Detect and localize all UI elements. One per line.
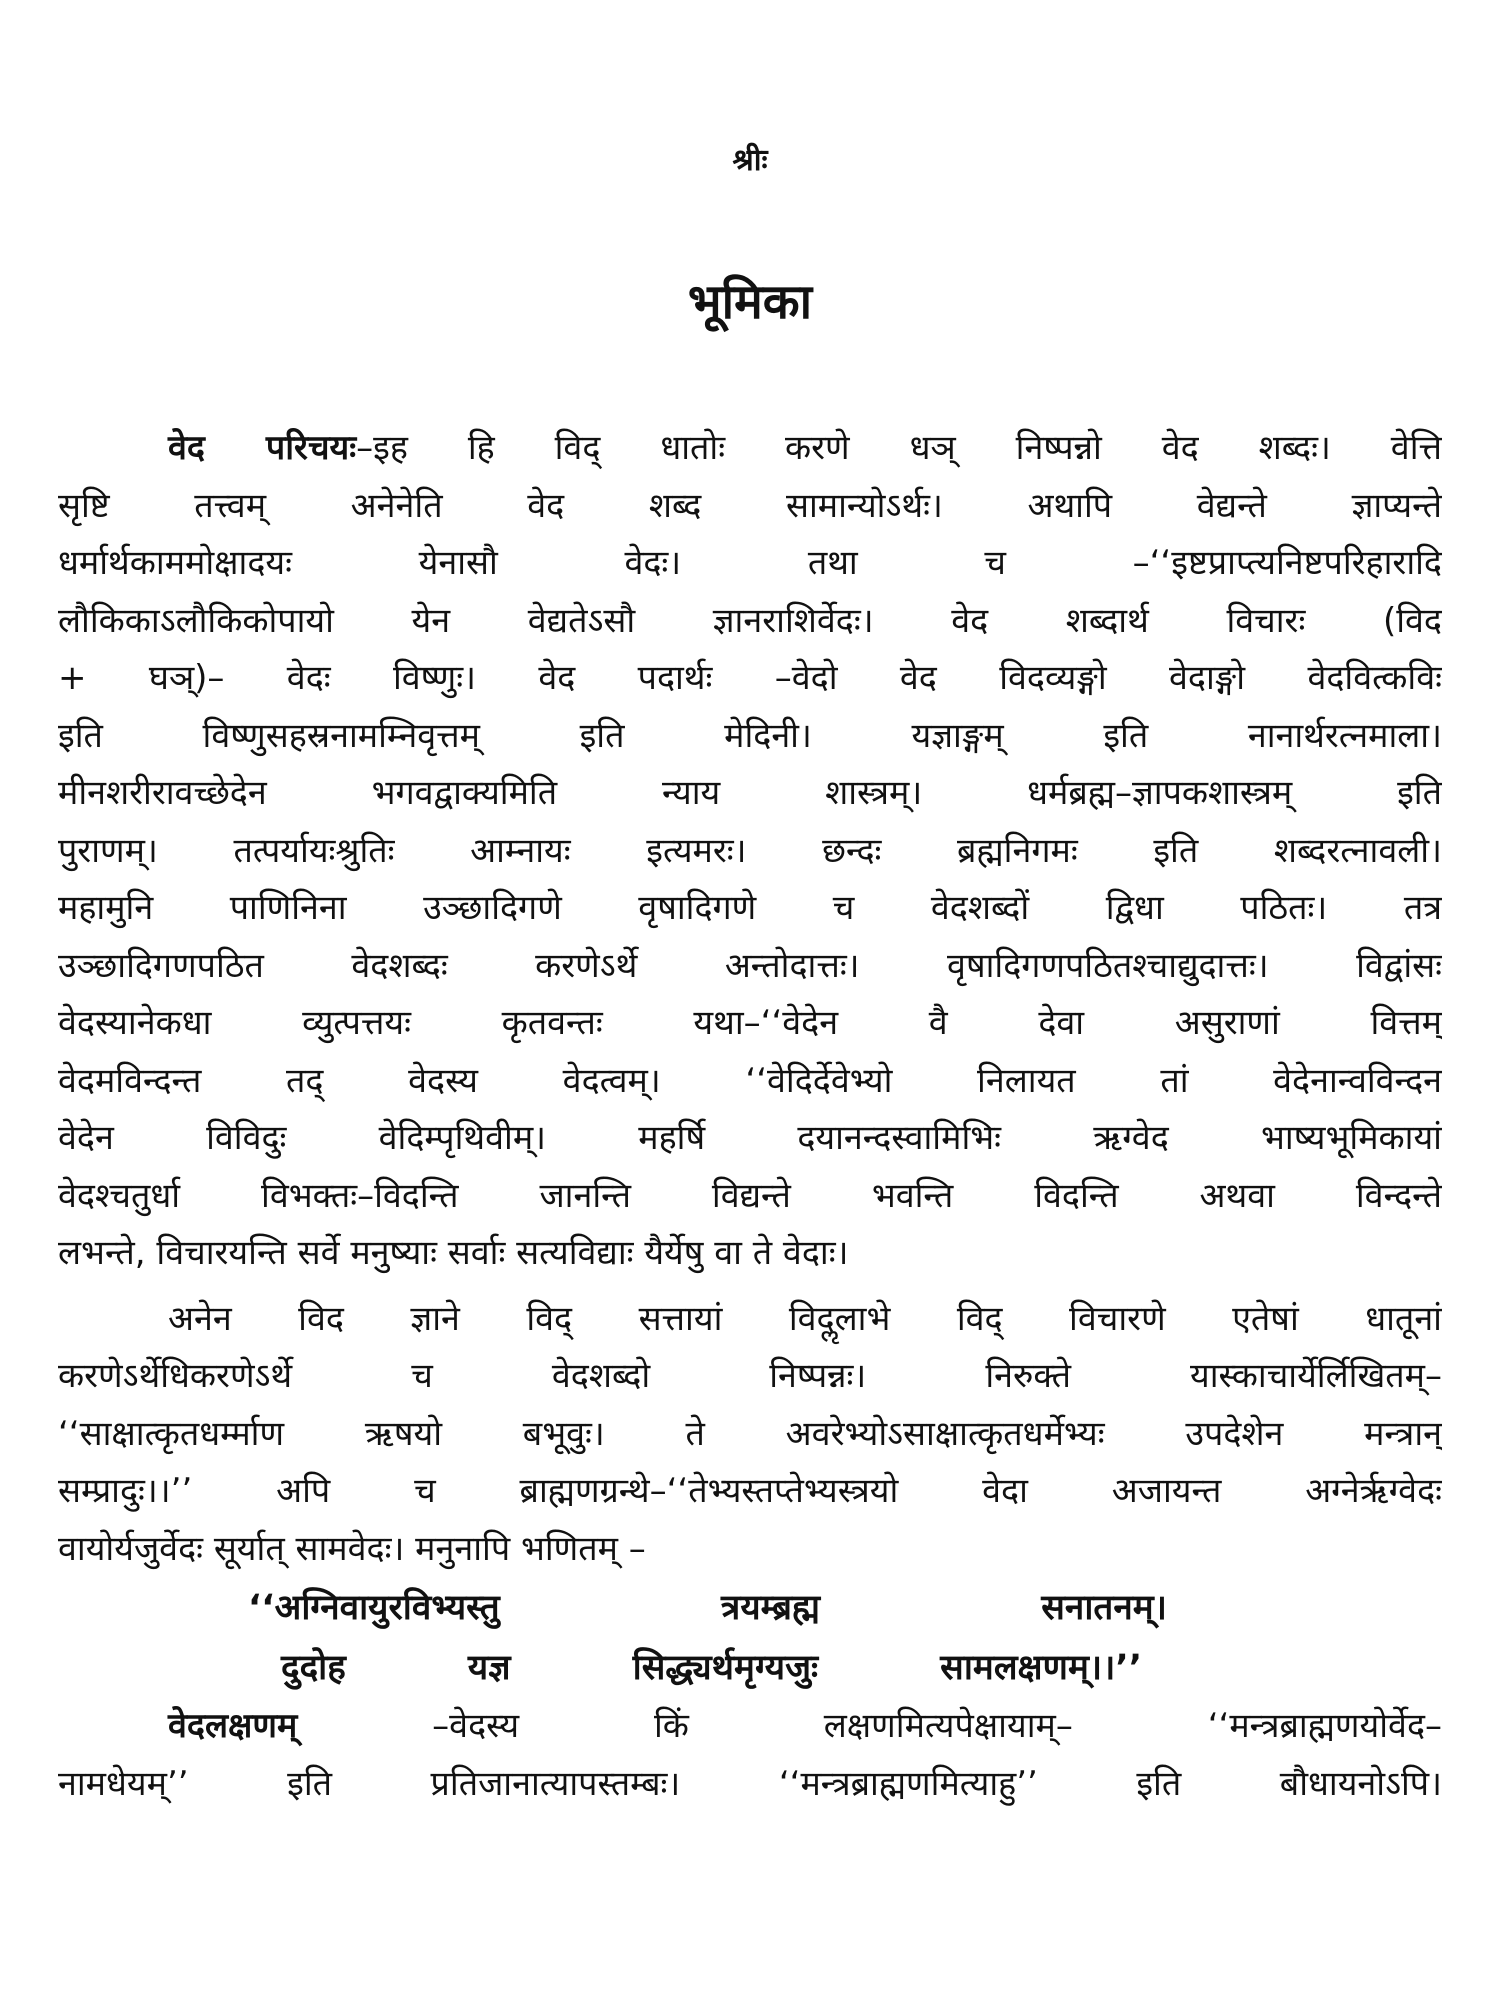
para1-line: वेदेन विविदुः वेदिम्पृथिवीम्। महर्षि दयानन्दस्वामिभिः ऋग्वेद भाष्यभूमिकायां xyxy=(58,1118,1442,1158)
para1-line: वेदस्यानेकधा व्युत्पत्तयः कृतवन्तः यथा–‘‘वेदेन वै देवा असुराणां वित्तम् xyxy=(58,1003,1442,1043)
para1-line: लौकिकाऽलौकिकोपायो येन वेद्यतेऽसौ ज्ञानराशिर्वेदः। वेद शब्दार्थ विचारः (विद xyxy=(58,600,1442,641)
verse-line-2: दुदोह यज्ञ सिद्ध्यर्थमृग्यजुः सामलक्षणम्।।’’ xyxy=(281,1648,1142,1688)
para1-line: वेदश्चतुर्धा विभक्तः–विदन्ति जानन्ति विद्यन्ते भवन्ति विदन्ति अथवा विन्दन्ते xyxy=(58,1175,1442,1216)
para1-line: लभन्ते, विचारयन्ति सर्वे मनुष्याः सर्वाः सत्यविद्याः यैर्येषु वा ते वेदाः। xyxy=(58,1233,849,1273)
para3-line-1-text: –वेदस्य किं लक्षणमित्यपेक्षायाम्– ‘‘मन्त्रब्राह्मणयोर्वेद– xyxy=(297,1706,1442,1746)
para1-line-1-text: –इह हि विद् धातोः करणे धञ् निष्पन्नो वेद शब्दः। वेत्ति xyxy=(356,428,1442,468)
para1-line: सृष्टि तत्त्वम् अनेनेति वेद शब्द सामान्योऽर्थः। अथापि वेद्यन्ते ज्ञाप्यन्ते xyxy=(58,485,1442,526)
para1-line: वेदमविन्दन्त तद् वेदस्य वेदत्वम्। ‘‘वेदिर्देवेभ्यो निलायत तां वेदेनान्वविन्दन xyxy=(58,1060,1442,1101)
para1-line: धर्मार्थकाममोक्षादयः येनासौ वेदः। तथा च –‘‘इष्टप्राप्त्यनिष्टपरिहारादि xyxy=(58,543,1442,583)
para2-line: करणेऽर्थेधिकरणेऽर्थे च वेदशब्दो निष्पन्नः। निरुक्ते यास्काचार्येर्लिखितम्– xyxy=(58,1356,1442,1396)
para1-heading: वेद परिचयः xyxy=(168,428,357,468)
body-text xyxy=(58,420,1442,1813)
para2-line: सम्प्रादुः।।’’ अपि च ब्राह्मणग्रन्थे–‘‘तेभ्यस्तप्तेभ्यस्त्रयो वेदा अजायन्त अग्नेर्ऋग्वेदः xyxy=(58,1471,1442,1511)
paragraph-gap xyxy=(58,1283,1442,1291)
page-title: भूमिका xyxy=(687,274,813,330)
para2-line: वायोर्यजुर्वेदः सूर्यात् सामवेदः। मनुनापि भणितम् – xyxy=(58,1528,646,1569)
para3-line: नामधेयम्’’ इति प्रतिजानात्यापस्तम्बः। ‘‘मन्त्रब्राह्मणमित्याहु’’ इति बौधायनोऽपि। xyxy=(58,1763,1442,1804)
para1-line: इति विष्णुसहस्रनामम्निवृत्तम् इति मेदिनी। यज्ञाङ्गम् इति नानार्थरत्नमाला। xyxy=(58,715,1442,756)
para1-line-1 xyxy=(58,420,1442,478)
para3-line-1 xyxy=(58,1698,1442,1756)
para1-line: पुराणम्। तत्पर्यायःश्रुतिः आम्नायः इत्यमरः। छन्दः ब्रह्मनिगमः इति शब्दरत्नावली। xyxy=(58,830,1442,871)
para2-line: ‘‘साक्षात्कृतधर्म्माण ऋषयो बभूवुः। ते अवरेभ्योऽसाक्षात्कृतधर्मेभ्यः उपदेशेन मन्त्रान् xyxy=(58,1413,1442,1454)
para1-line: महामुनि पाणिनिना उञ्छादिगणे वृषादिगणे च वेदशब्दों द्विधा पठितः। तत्र xyxy=(58,888,1442,928)
para1-line: + घञ्)– वेदः विष्णुः। वेद पदार्थः –वेदो वेद विदव्यङ्गो वेदाङ्गो वेदवित्कविः xyxy=(58,658,1442,698)
para1-line: उञ्छादिगणपठित वेदशब्दः करणेऽर्थे अन्तोदात्तः। वृषादिगणपठितश्चाद्युदात्तः। विद्वांसः xyxy=(58,945,1442,986)
verse-line-1: ‘‘अग्निवायुरविभ्यस्तु त्रयम्ब्रह्म सनातनम्। xyxy=(248,1588,1167,1628)
para2-line: अनेन विद ज्ञाने विद् सत्तायां विदॢलाभे विद् विचारणे एतेषां धातूनां xyxy=(168,1298,1442,1339)
para3-heading: वेदलक्षणम् xyxy=(168,1706,298,1746)
para1-line: मीनशरीरावच्छेदेन भगवद्वाक्यमिति न्याय शास्त्रम्। धर्मब्रह्म–ज्ञापकशास्त्रम् इति xyxy=(58,773,1442,813)
invocation-mark: श्रीः xyxy=(732,143,768,178)
